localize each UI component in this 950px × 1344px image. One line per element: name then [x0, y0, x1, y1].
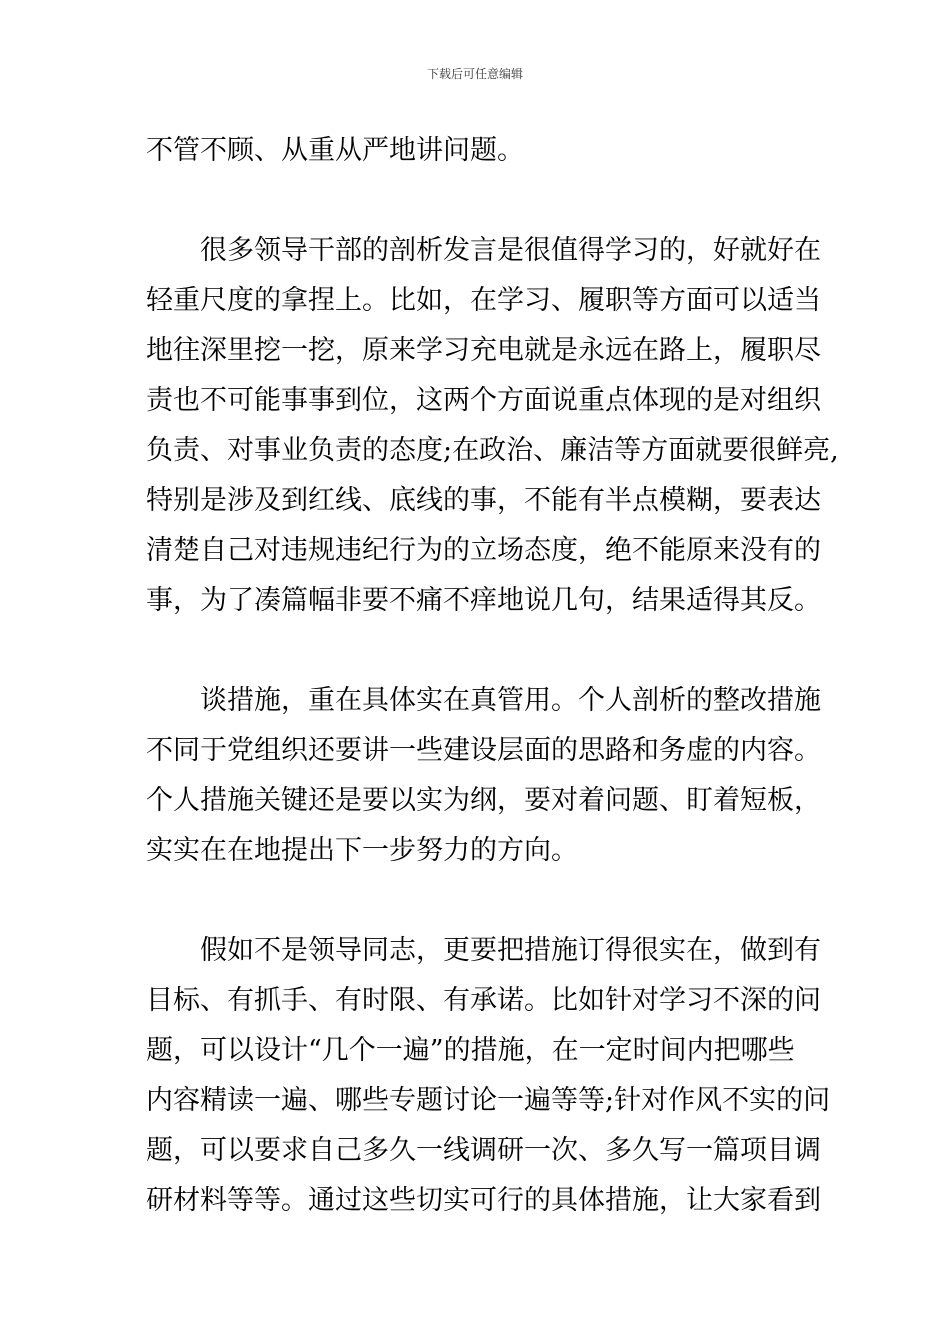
paragraph-4 — [146, 926, 831, 1226]
text-line: 题，可以设计“几个一遍”的措施，在一定时间内把哪些 — [146, 1035, 795, 1066]
paragraph-gap — [146, 876, 818, 926]
text-line: 内容精读一遍、哪些专题讨论一遍等等;针对作风不实的问 — [146, 1085, 831, 1116]
paragraph-gap — [146, 626, 818, 676]
document-body — [146, 126, 839, 1226]
text-line: 责也不可能事事到位，这两个方面说重点体现的是对组织 — [146, 385, 821, 416]
text-line: 不同于党组织还要讲一些建设层面的思路和务虚的内容。 — [146, 735, 821, 766]
text-line: 研材料等等。通过这些切实可行的具体措施，让大家看到 — [146, 1185, 821, 1216]
text-line: 很多领导干部的剖析发言是很值得学习的，好就好在 — [200, 235, 821, 266]
text-line: 谈措施，重在具体实在真管用。个人剖析的整改措施 — [200, 685, 821, 716]
paragraph-1 — [146, 126, 818, 176]
paragraph-2 — [146, 226, 839, 626]
text-line: 负责、对事业负责的态度;在政治、廉洁等方面就要很鲜亮, — [146, 435, 839, 466]
text-line: 清楚自己对违规违纪行为的立场态度，绝不能原来没有的 — [146, 535, 821, 566]
text-line: 地往深里挖一挖，原来学习充电就是永远在路上，履职尽 — [146, 335, 821, 366]
paragraph-gap — [146, 176, 818, 226]
text-line: 事，为了凑篇幅非要不痛不痒地说几句，结果适得其反。 — [146, 585, 821, 616]
text-line: 实实在在地提出下一步努力的方向。 — [146, 835, 578, 866]
text-line: 轻重尺度的拿捏上。比如，在学习、履职等方面可以适当 — [146, 285, 821, 316]
page-header: 下载后可任意编辑 — [426, 67, 523, 81]
text-line: 假如不是领导同志，更要把措施订得很实在，做到有 — [200, 935, 821, 966]
paragraph-3 — [146, 676, 821, 876]
text-line: 不管不顾、从重从严地讲问题。 — [146, 135, 524, 166]
text-line: 个人措施关键还是要以实为纲，要对着问题、盯着短板， — [146, 785, 821, 816]
text-line: 目标、有抓手、有时限、有承诺。比如针对学习不深的问 — [146, 985, 821, 1016]
text-line: 题，可以要求自己多久一线调研一次、多久写一篇项目调 — [146, 1135, 821, 1166]
text-line: 特别是涉及到红线、底线的事，不能有半点模糊，要表达 — [146, 485, 821, 516]
